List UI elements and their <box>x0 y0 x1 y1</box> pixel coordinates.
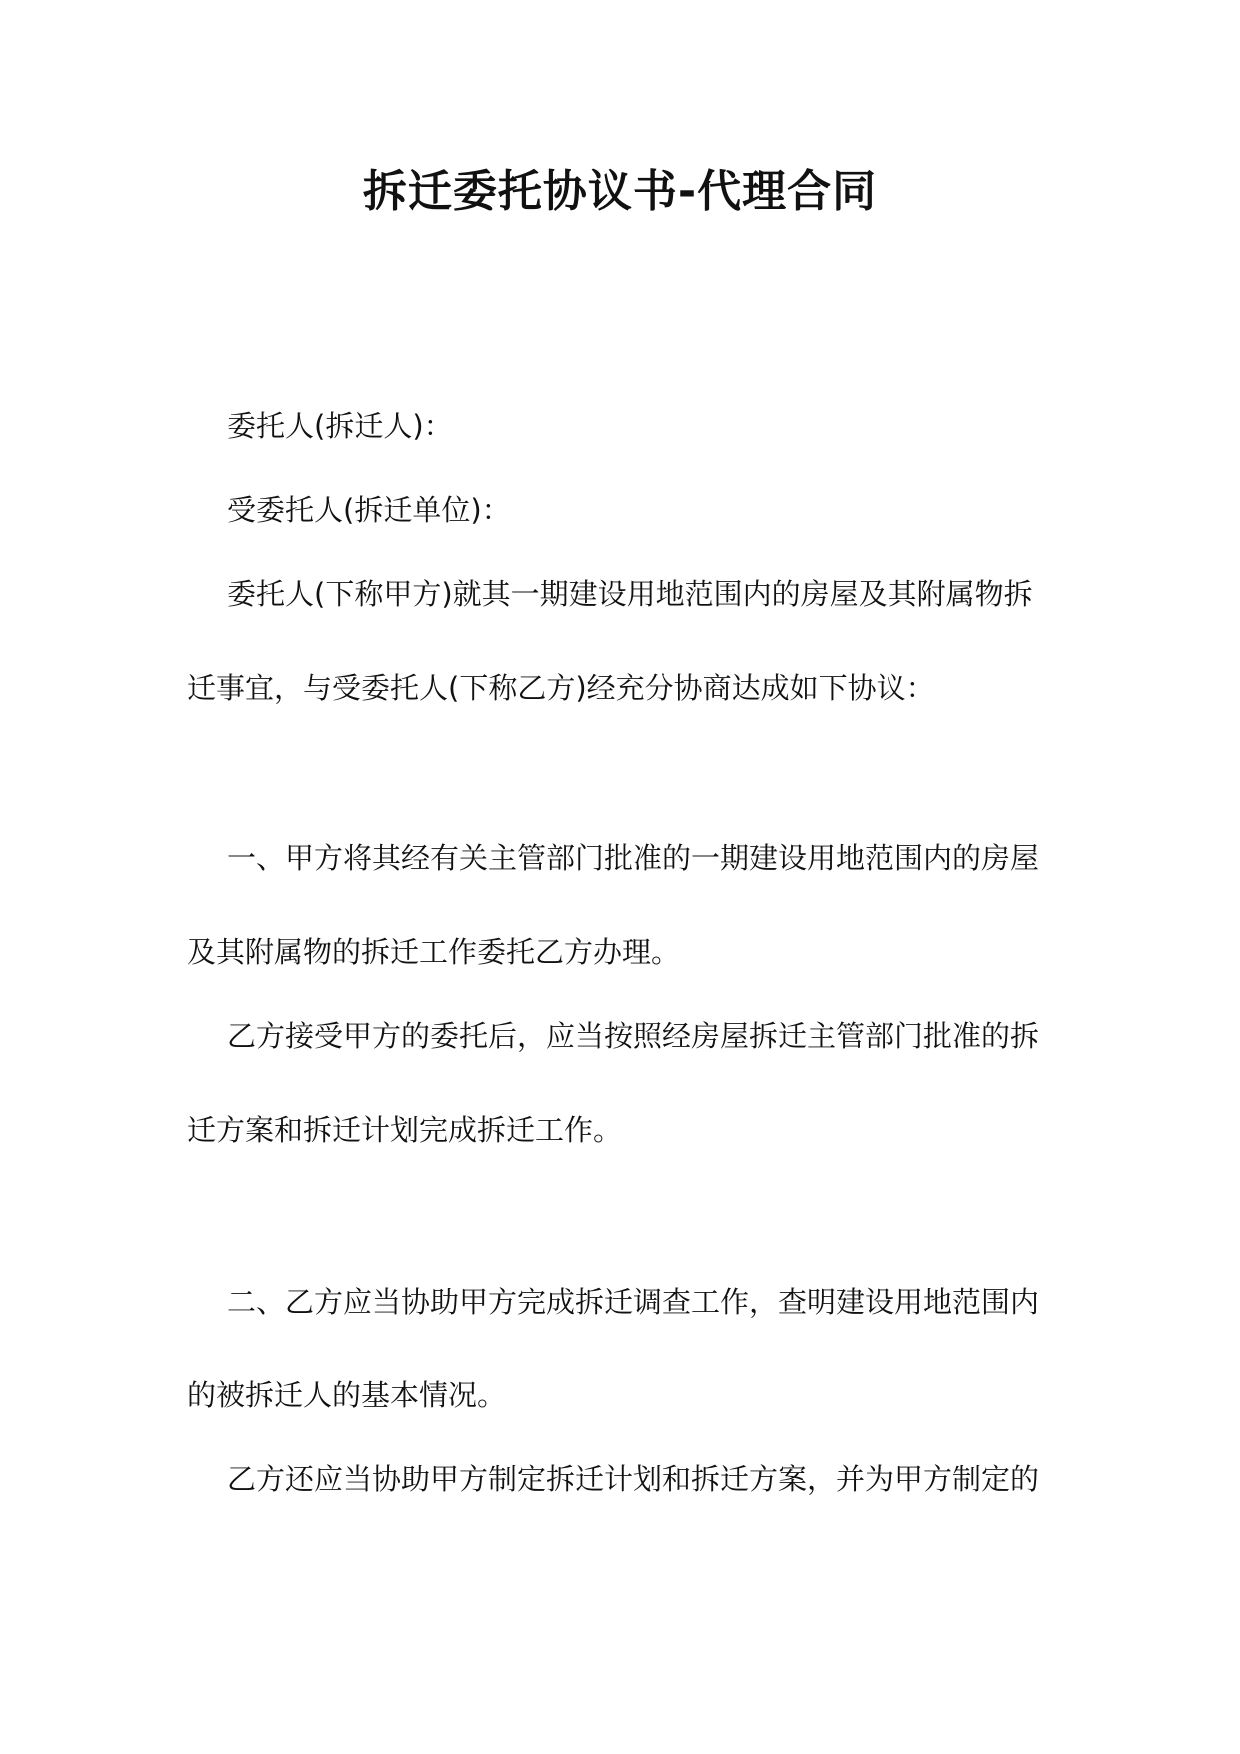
preamble-line-1: 委托人(下称甲方)就其一期建设用地范围内的房屋及其附属物拆 <box>227 577 1033 611</box>
clause-1-line-2: 及其附属物的拆迁工作委托乙方办理。 <box>187 935 681 969</box>
preamble-line-2: 迁事宜，与受委托人(下称乙方)经充分协商达成如下协议： <box>187 671 935 705</box>
clause-1-para-2-line-2: 迁方案和拆迁计划完成拆迁工作。 <box>187 1113 623 1147</box>
client-line: 委托人(拆迁人)： <box>227 409 453 443</box>
clause-2-line-2: 的被拆迁人的基本情况。 <box>187 1378 507 1412</box>
agent-line: 受委托人(拆迁单位)： <box>227 493 511 527</box>
document-title: 拆迁委托协议书-代理合同 <box>362 166 878 217</box>
clause-1-para-2-line-1: 乙方接受甲方的委托后，应当按照经房屋拆迁主管部门批准的拆 <box>227 1019 1040 1053</box>
clause-2-para-2-line-1: 乙方还应当协助甲方制定拆迁计划和拆迁方案，并为甲方制定的 <box>227 1462 1040 1496</box>
clause-2-line-1: 二、乙方应当协助甲方完成拆迁调查工作，查明建设用地范围内 <box>227 1285 1040 1319</box>
clause-1-line-1: 一、甲方将其经有关主管部门批准的一期建设用地范围内的房屋 <box>227 841 1040 875</box>
